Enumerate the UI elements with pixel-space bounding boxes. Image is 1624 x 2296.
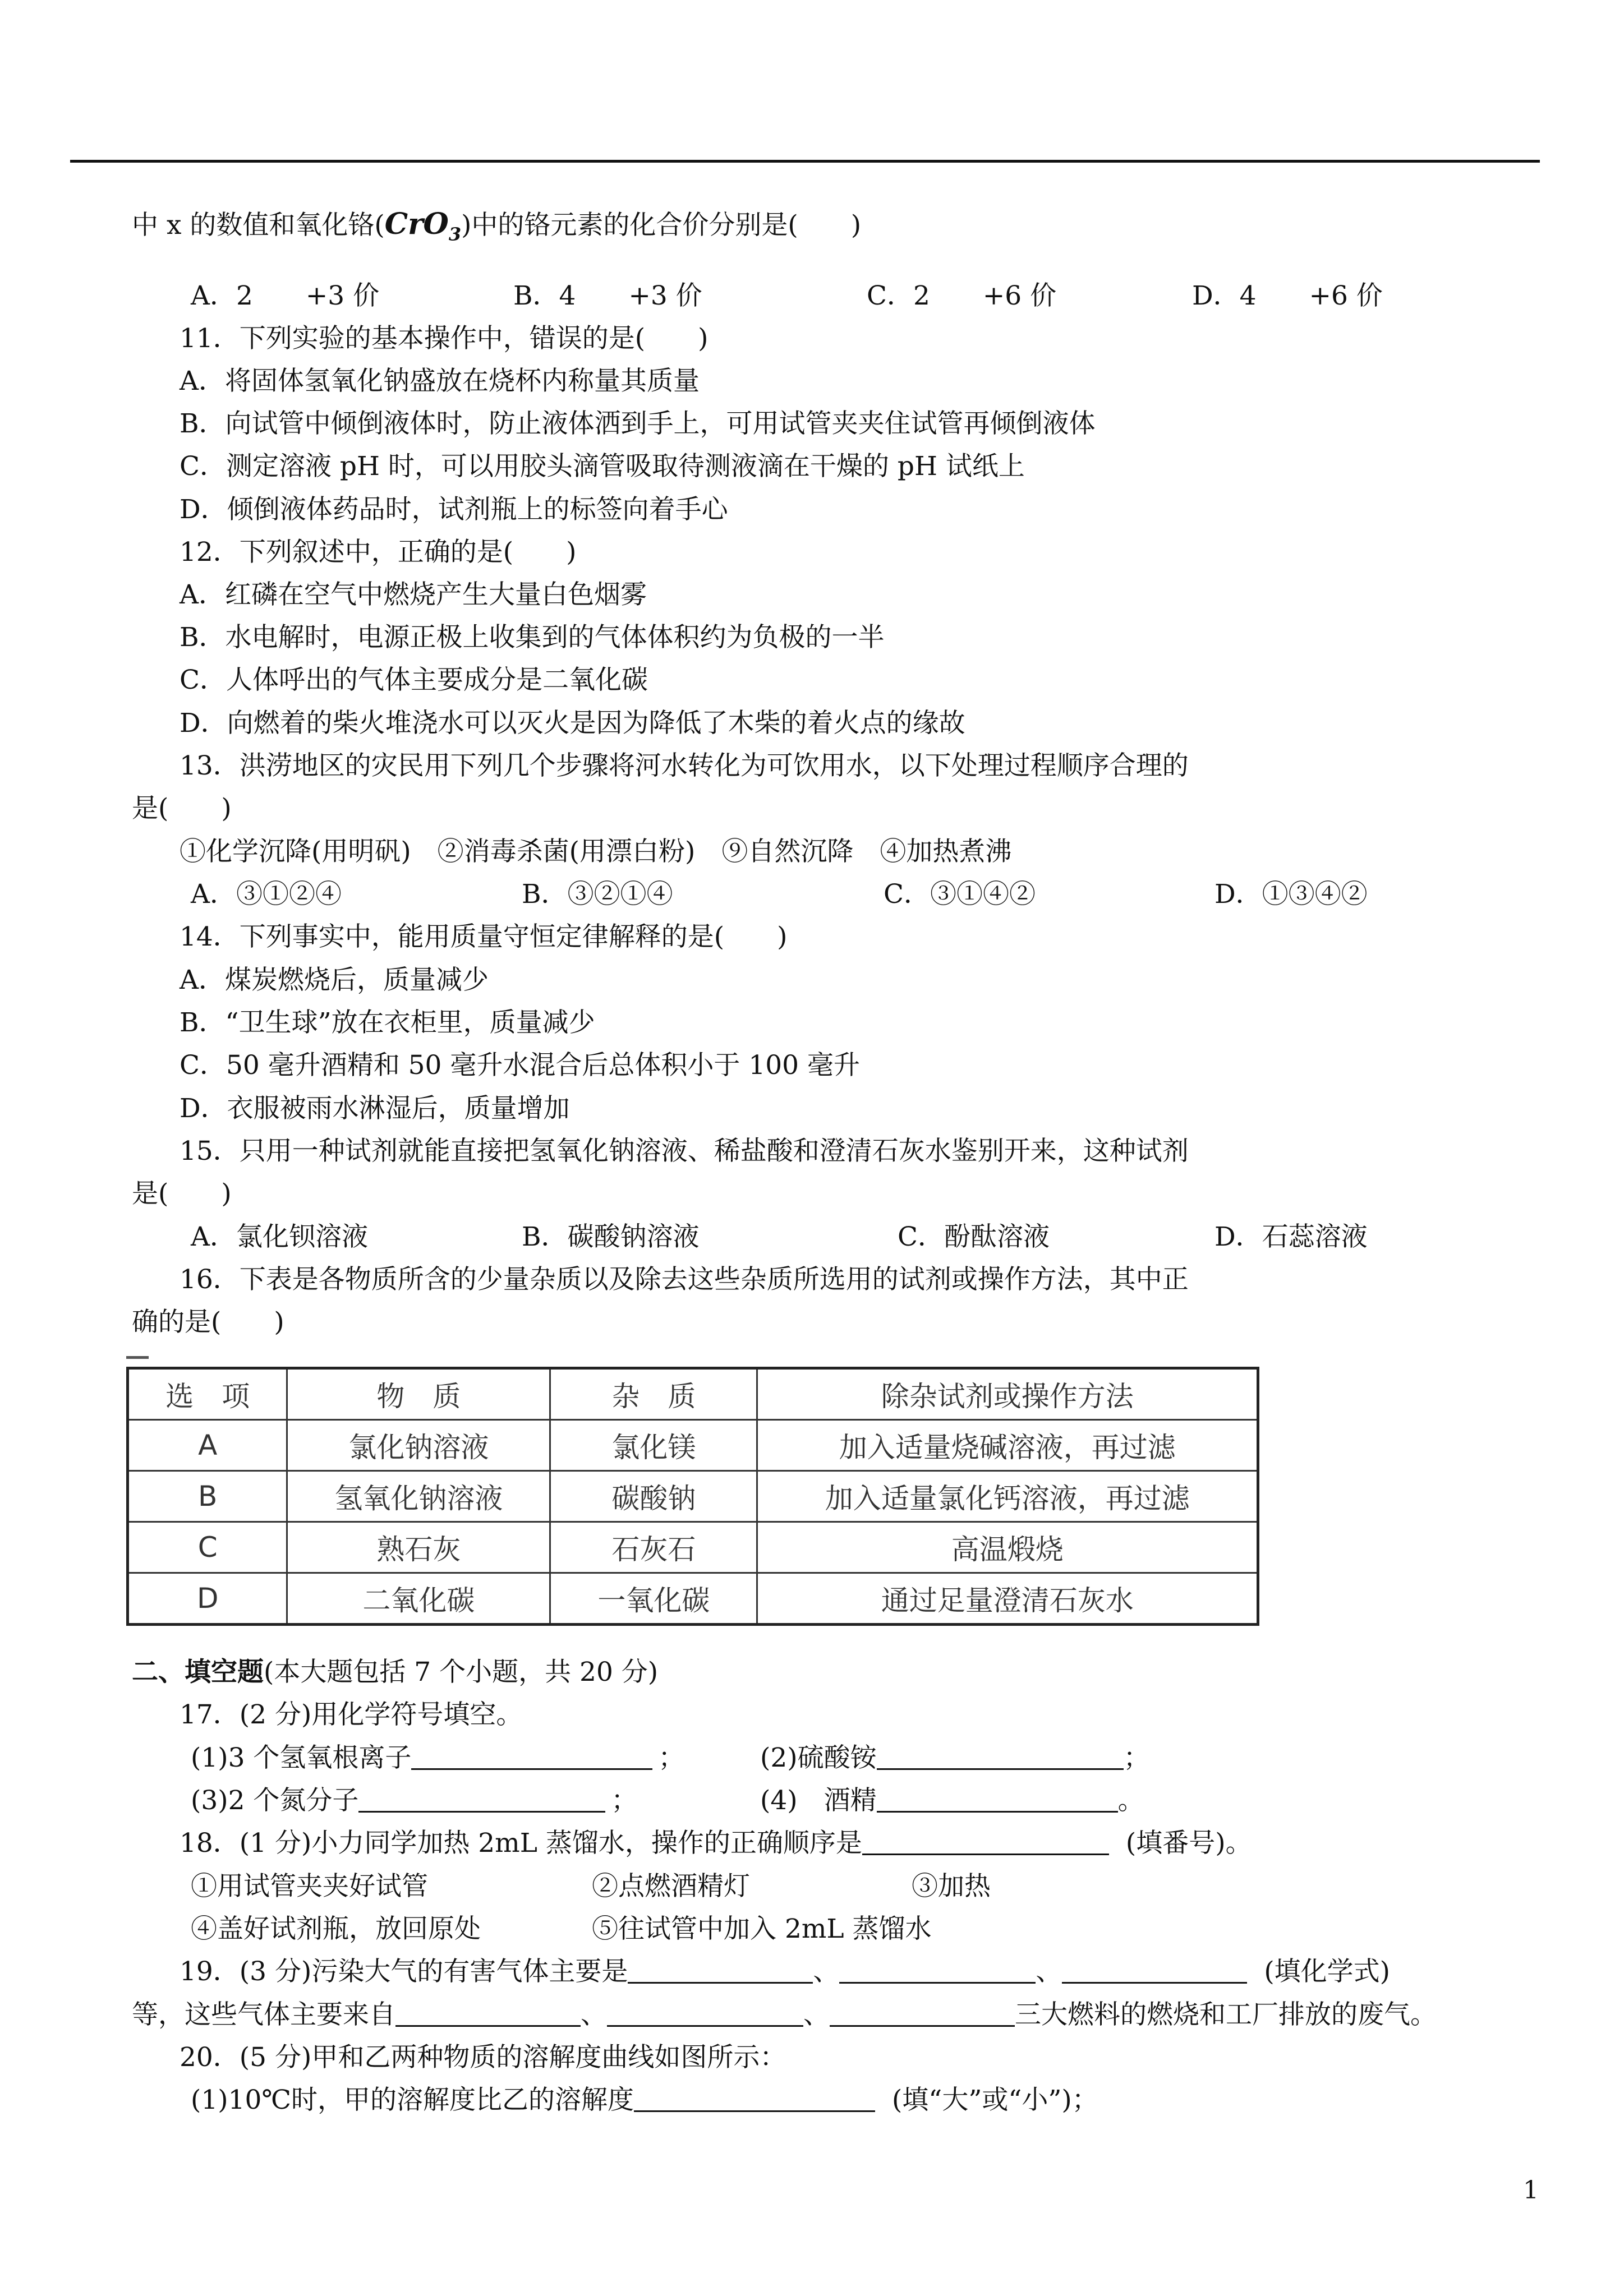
q13-option-a: A．③①②④ xyxy=(191,879,342,910)
table-cell: 一氧化碳 xyxy=(550,1573,757,1625)
q17-item-4: (4) 酒精 。 xyxy=(760,1785,1144,1816)
table-header: 除杂试剂或操作方法 xyxy=(757,1368,1258,1420)
scan-mark xyxy=(126,1356,149,1359)
table-cell: C xyxy=(128,1522,287,1573)
table-cell: 加入适量氯化钙溶液，再过滤 xyxy=(757,1471,1258,1522)
answer-blank[interactable] xyxy=(411,1744,652,1770)
q15-option-d: D．石蕊溶液 xyxy=(1214,1221,1368,1252)
table-cell: 石灰石 xyxy=(550,1522,757,1573)
table-header: 选 项 xyxy=(128,1368,287,1420)
answer-blank[interactable] xyxy=(1062,1957,1247,1984)
q13-steps: ①化学沉降(用明矾) ②消毒杀菌(用漂白粉) ⑨自然沉降 ④加热煮沸 xyxy=(180,836,1012,867)
q17-item-3: (3)2 个氮分子 ； xyxy=(191,1785,638,1816)
table-cell: 二氧化碳 xyxy=(287,1573,550,1625)
table-cell: 熟石灰 xyxy=(287,1522,550,1573)
q11-option-a: A．将固体氢氧化钠盛放在烧杯内称量其质量 xyxy=(180,366,700,397)
table-row xyxy=(128,1522,1258,1573)
q14-option-d: D．衣服被雨水淋湿后，质量增加 xyxy=(180,1093,570,1124)
q11-stem: 11．下列实验的基本操作中，错误的是( ) xyxy=(180,323,709,354)
table-cell: 加入适量烧碱溶液，再过滤 xyxy=(757,1420,1258,1471)
q16-stem-line2: 确的是( ) xyxy=(132,1307,284,1338)
q10-option-c: C．2 +6 价 xyxy=(867,280,1057,311)
q12-option-d: D．向燃着的柴火堆浇水可以灭火是因为降低了木柴的着火点的缘故 xyxy=(180,708,965,739)
answer-blank[interactable] xyxy=(877,1744,1124,1770)
q15-option-b: B．碳酸钠溶液 xyxy=(522,1221,700,1252)
q10-option-d: D．4 +6 价 xyxy=(1192,280,1383,311)
answer-blank[interactable] xyxy=(830,2000,1015,2027)
table-cell: 通过足量澄清石灰水 xyxy=(757,1573,1258,1625)
q13-option-d: D．①③④② xyxy=(1214,879,1368,910)
answer-blank[interactable] xyxy=(862,1829,1109,1855)
table-header: 杂 质 xyxy=(550,1368,757,1420)
q13-stem-line1: 13．洪涝地区的灾民用下列几个步骤将河水转化为可饮用水，以下处理过程顺序合理的 xyxy=(180,750,1189,781)
q10-option-b: B．4 +3 价 xyxy=(513,280,702,311)
table-cell: 高温煅烧 xyxy=(757,1522,1258,1573)
q11-option-d: D．倾倒液体药品时，试剂瓶上的标签向着手心 xyxy=(180,494,728,525)
table-header-row xyxy=(128,1368,1258,1420)
table-header: 物 质 xyxy=(287,1368,550,1420)
q17-item-1: (1)3 个氢氧根离子 ； xyxy=(191,1742,685,1773)
q18-step-5: ⑤往试管中加入 2mL 蒸馏水 xyxy=(592,1914,932,1944)
q10-stem: 中 x 的数值和氧化铬(CrO$_3$)中的铬元素的化合价分别是( ) xyxy=(132,207,862,245)
answer-blank[interactable] xyxy=(839,1957,1036,1984)
section-2-title: 二、填空题 xyxy=(132,1657,264,1688)
page-number: 1 xyxy=(1523,2176,1539,2205)
q14-option-c: C．50 毫升酒精和 50 毫升水混合后总体积小于 100 毫升 xyxy=(180,1050,860,1081)
q14-stem: 14．下列事实中，能用质量守恒定律解释的是( ) xyxy=(180,921,788,952)
answer-blank[interactable] xyxy=(877,1786,1118,1813)
q11-option-b: B．向试管中倾倒液体时，防止液体洒到手上，可用试管夹夹住试管再倾倒液体 xyxy=(180,408,1096,439)
table-cell: A xyxy=(128,1420,287,1471)
answer-blank[interactable] xyxy=(607,2000,803,2027)
section-2-heading xyxy=(132,1654,658,1690)
q20-stem: 20．(5 分)甲和乙两种物质的溶解度曲线如图所示： xyxy=(180,2042,786,2073)
answer-blank[interactable] xyxy=(395,2000,581,2027)
impurity-table xyxy=(126,1367,1259,1626)
q13-option-b: B．③②①④ xyxy=(522,879,673,910)
table-cell: D xyxy=(128,1573,287,1625)
q12-option-b: B．水电解时，电源正极上收集到的气体体积约为负极的一半 xyxy=(180,622,885,653)
q13-option-c: C．③①④② xyxy=(884,879,1036,910)
q15-option-a: A．氯化钡溶液 xyxy=(191,1221,368,1252)
q15-stem-line2: 是( ) xyxy=(132,1178,232,1209)
q19-stem: 19．(3 分)污染大气的有害气体主要是 、 、 (填化学式) xyxy=(180,1956,1391,1987)
q18-step-4: ④盖好试剂瓶，放回原处 xyxy=(191,1914,481,1944)
q17-item-2: (2)硫酸铵 ； xyxy=(760,1742,1150,1773)
q18-step-1: ①用试管夹夹好试管 xyxy=(191,1871,428,1902)
top-rule xyxy=(70,160,1540,163)
table-cell: 氢氧化钠溶液 xyxy=(287,1471,550,1522)
q17-stem: 17．(2 分)用化学符号填空。 xyxy=(180,1699,523,1730)
section-2-note: (本大题包括 7 个小题，共 20 分) xyxy=(264,1657,659,1688)
q10-option-a: A．2 +3 价 xyxy=(191,280,380,311)
table-row xyxy=(128,1471,1258,1522)
answer-blank[interactable] xyxy=(358,1786,605,1813)
chromium-oxide-formula: CrO$_3$ xyxy=(384,207,462,245)
q11-option-c: C．测定溶液 pH 时，可以用胶头滴管吸取待测液滴在干燥的 pH 试纸上 xyxy=(180,451,1025,482)
q20-item-1: (1)10℃时，甲的溶解度比乙的溶解度 (填“大”或“小”)； xyxy=(191,2085,1098,2115)
q15-stem-line1: 15．只用一种试剂就能直接把氢氧化钠溶液、稀盐酸和澄清石灰水鉴别开来，这种试剂 xyxy=(180,1136,1189,1167)
table-row xyxy=(128,1420,1258,1471)
q14-option-a: A．煤炭燃烧后，质量减少 xyxy=(180,965,489,995)
table-cell: 碳酸钠 xyxy=(550,1471,757,1522)
answer-blank[interactable] xyxy=(628,1957,813,1984)
q18-step-2: ②点燃酒精灯 xyxy=(592,1871,750,1902)
q18-stem: 18．(1 分)小力同学加热 2mL 蒸馏水，操作的正确顺序是 (填番号)。 xyxy=(180,1828,1252,1859)
q14-option-b: B．“卫生球”放在衣柜里，质量减少 xyxy=(180,1007,595,1038)
table-cell: B xyxy=(128,1471,287,1522)
q15-option-c: C．酚酞溶液 xyxy=(898,1221,1050,1252)
q12-stem: 12．下列叙述中，正确的是( ) xyxy=(180,537,577,568)
q12-option-c: C．人体呼出的气体主要成分是二氧化碳 xyxy=(180,665,648,695)
table-cell: 氯化钠溶液 xyxy=(287,1420,550,1471)
q16-stem-line1: 16．下表是各物质所含的少量杂质以及除去这些杂质所选用的试剂或操作方法，其中正 xyxy=(180,1264,1189,1295)
q19-line2: 等，这些气体主要来自 、 、 三大燃料的燃烧和工厂排放的废气。 xyxy=(132,1999,1437,2030)
answer-blank[interactable] xyxy=(634,2086,875,2112)
q13-stem-line2: 是( ) xyxy=(132,793,232,824)
q12-option-a: A．红磷在空气中燃烧产生大量白色烟雾 xyxy=(180,579,647,610)
q18-step-3: ③加热 xyxy=(912,1871,991,1902)
table-cell: 氯化镁 xyxy=(550,1420,757,1471)
table-row xyxy=(128,1573,1258,1625)
